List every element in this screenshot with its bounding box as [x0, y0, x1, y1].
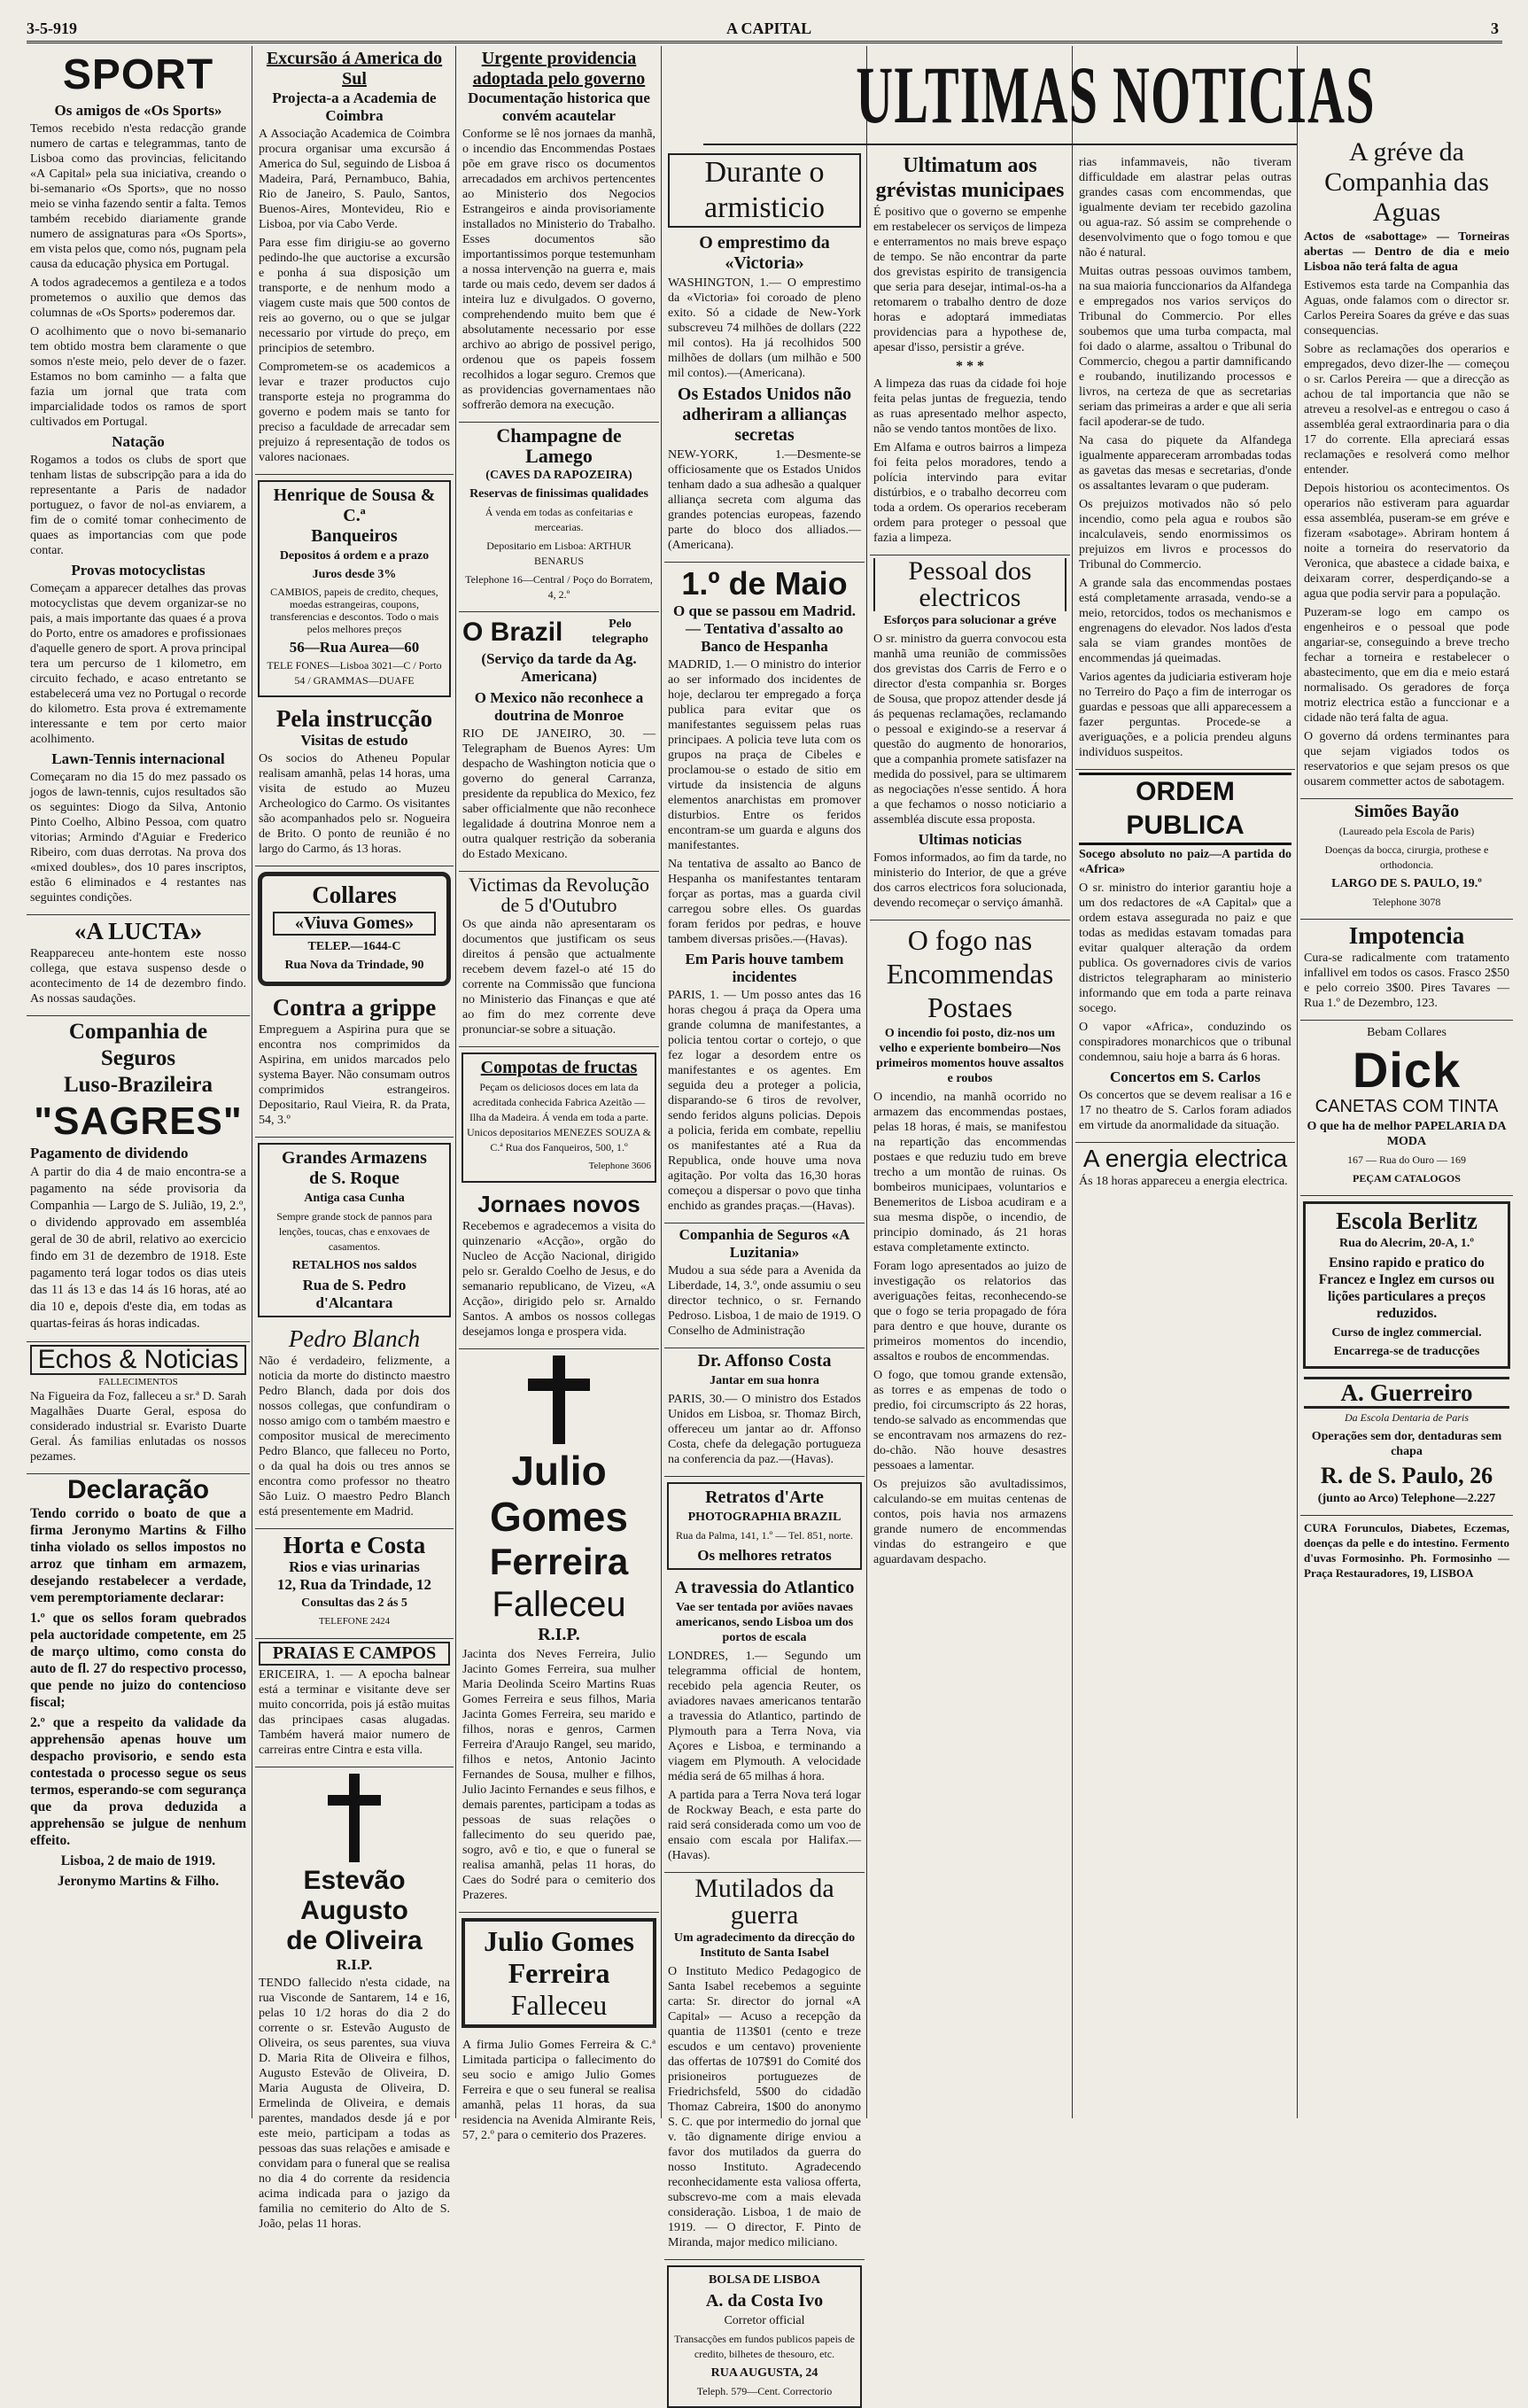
berlitz-paragraph: Encarrega-se de traducções	[1333, 1345, 1480, 1358]
mutilados-section	[664, 1873, 865, 2260]
estevao-name: Estevão Augusto	[300, 1866, 408, 1925]
monroe-paragraph: RIO DE JANEIRO, 30. — Telegrapham de Buenos Ayres: Um despacho de Washington noticia que o governo do general Carranza, presidente da republica do Mexico, fez saber officialmente que não reconhece legalidade á doutrina Monroe nem a outra qualquer restrição da soberania do Estado Mexicano.	[462, 727, 655, 861]
victimas-paragraph: Os que ainda não apresentaram os documentos que justificam os seus direitos á pensão que actualmente recebem devem fazel-o até 15 do corrente na Commissão que funciona no Ministerio das Finanças e que até ao fim do mez corrente deve pronunciar-se sobre a situação.	[462, 918, 655, 1037]
horta-consultas: Consultas das 2 ás 5	[301, 1596, 407, 1610]
ultimatum-heading: Ultimatum aos grévistas municipaes	[875, 154, 1065, 202]
natacao-heading: Natação	[112, 433, 165, 450]
atlantico-heading: A travessia do Atlantico	[674, 1578, 855, 1597]
energia-paragraph: Ás 18 horas appareceu a energia electrica.	[1079, 1175, 1288, 1188]
impotencia-heading: Impotencia	[1348, 922, 1465, 949]
dick-address: 167 — Rua do Ouro — 169	[1347, 1154, 1466, 1166]
sport-paragraph: A todos agradecemos a gentileza e a todos prometemos o auxilio que demos das columnas de «Os Sports» poderemos dar.	[30, 276, 246, 320]
fogo-cont-paragraph: Na casa do piquete da Alfandega igualmente appareceram arrombadas todas as gavetas das mesas e secretarias, d'onde os assaltantes levaram o que puderam.	[1079, 434, 1291, 493]
sousa-line: Juros desde 3%	[312, 568, 397, 581]
sousa-telephones: TELE FONES—Lisboa 3021—C / Porto 54 / GRAMMAS—DUAFE	[267, 659, 442, 687]
champagne-line: Telephone 16—Central / Poço do Borratem, 4, 2.º	[465, 573, 653, 601]
collares-address: Rua Nova da Trindade, 90	[284, 959, 424, 972]
fogo-subtitle: O incendio foi posto, diz-nos um velho e experiente bombeiro—Nos primeiros momentos houve assaltos e roubos	[876, 1027, 1064, 1085]
guerreiro-ad	[1300, 1374, 1513, 1516]
declaracao-paragraph: Tendo corrido o boato de que a firma Jeronymo Martins & Filho tinha violado os sellos impostos no arroz que tinham em armazem, desejando restabelecer a verdade, vem peremptoriamente declarar:	[30, 1506, 246, 1605]
monroe-heading: O Mexico não reconhece a doutrina de Monroe	[474, 689, 644, 724]
estevao-name: de Oliveira	[286, 1926, 423, 1955]
moto-paragraph: Começam a apparecer detalhes das provas motocyclistas que devem organizar-se no pais, a mais importante das quaes é a prova do Porto, entre os amadores e profissionaes d'aquelle genero de sport. A prova principal tera um percurso de 1 kilometro, em circuito fechado, e acaso entretanto se estabelecerá uma vez no Portugal o recorde do kilometro. Esta prova é extremamente interessante e tem por certo maior acolhimento.	[30, 582, 246, 746]
julio-falleceu: Falleceu	[492, 1585, 626, 1624]
collares-telephone: TELEP.—1644-C	[307, 940, 401, 953]
dick-paragraph: O que ha de melhor PAPELARIA DA MODA	[1307, 1120, 1507, 1148]
declaracao-paragraph: 1.º que os sellos foram quebrados pela auctoridade competente, em 25 de março ultimo, como consta do auto de fl. 27 do respectivo processo, que pende no juizo do contencioso fiscal;	[30, 1611, 246, 1710]
horta-address: 12, Rua da Trindade, 12	[276, 1576, 432, 1593]
fogo-cont-paragraph: Os prejuizos motivados não só pelo incendio, como pela agua e roubos são incalculaveis, sendo enormissimos os prejuizos em livros e processos do Tribunal do Commercio.	[1079, 498, 1291, 571]
praias-paragraph: ERICEIRA, 1. — A epocha balnear está a terminar e visitante deve ser muito concorrida, pois já estão muitas das principaes casas alugadas. Também haverá maior numero de carreiras entre Cintra e esta villa.	[259, 1668, 450, 1757]
maio-heading: 1.º de Maio	[681, 565, 848, 602]
sousa-address: 56—Rua Aurea—60	[289, 639, 420, 656]
providencia-subtitle: Documentação historica que convém acautelar	[468, 89, 650, 124]
fogo-cont-paragraph: Varios agentes da judiciaria estiveram hoje no Terreiro do Paço a fim de interrogar os guardas e pessoas que alli apparecessem a fazer perguntas. Procede-se a averiguações, e a policia prendeu alguns individuos suspeitos.	[1079, 671, 1291, 759]
bolsa-address: RUA AUGUSTA, 24	[710, 2366, 818, 2380]
bayao-ad	[1300, 799, 1513, 920]
sousa-line: Depositos á ordem e a prazo	[279, 549, 430, 563]
column-rule	[455, 46, 456, 2118]
page-header	[27, 11, 1502, 43]
sport-title: SPORT	[62, 51, 214, 98]
tennis-paragraph: Começaram no dia 15 do mez passado os jogos de lawn-tennis, cujos resultados são os seguintes: Diogo da Silva, Antonio Pinto Coelho, Albino Pessoa, com quatro vitorias; Armindo d'Aguiar e Frederico Ribeiro, com duas derrotas. Na prova dos «mixed doubles», dos 10 pares inscriptos, estão 6 eliminados e 4 restantes nas seguintes condições.	[30, 771, 246, 905]
header-page-number: 3	[1491, 19, 1499, 37]
compotas-telephone: Telephone 3606	[588, 1161, 651, 1171]
excursao-section	[255, 46, 454, 475]
brazil-section	[459, 612, 659, 872]
natacao-paragraph: Rogamos a todos os clubs de sport que tenham listas de subscripção para a ida do representante a Paris de nadador portuguez, o favor de nol-as enviarem, a fim de o comité tomar conhecimento de quaes as importancias com que pode contar.	[30, 454, 246, 557]
echos-heading: Echos & Noticias	[30, 1345, 246, 1375]
dick-ad	[1300, 1021, 1513, 1196]
echos-paragraph: Na Figueira da Foz, falleceu a sr.ª D. Sarah Magalhães Duarte Geral, esposa do considerado industrial sr. Evaristo Duarte Geral. Ás familias enlutadas os nossos pezames.	[30, 1390, 246, 1464]
ultimas-heading: Ultimas noticias	[918, 831, 1022, 848]
jg2-text	[459, 2033, 659, 2152]
aguas-paragraph: Depois historiou os acontecimentos. Os operarios não estiveram para aguardar essa assembléa, puseram-se em gréve e fizeram «sabotage». Abriram hontem á noite a torneira do reservatorio da Veronica, que abastece a cidade baixa, e deixaram correr, desperdiçando-se a agua que podia servir para a população.	[1304, 482, 1509, 601]
maio-paragraph: Na tentativa de assalto ao Banco de Hespanha os manifestantes tentaram forçar as portas, mas a guarda civil carregou sobre elles. Os guardas foram feridos por pedras, e houve tambem diversas prisões.—(Havas).	[668, 858, 861, 946]
dick-catalogos: PEÇAM CATALOGOS	[1353, 1172, 1461, 1185]
compotas-heading: Compotas de fructas	[480, 1058, 638, 1077]
retratos-subtitle: PHOTOGRAPHIA BRAZIL	[687, 1511, 842, 1524]
bayao-paragraph: Doenças da bocca, cirurgia, prothese e orthodoncia.	[1324, 843, 1489, 871]
mutilados-paragraph: O Instituto Medico Pedagogico de Santa Isabel recebemos a seguinte carta: Sr. director do jornal «A Capital» — Acuso a recepção da quantia de 113$01 (cento e treze escudos e um centavo) proveniente das offertas de 107$91 do Comité dos prisioneiros portuguezes de Friedrichsfeld, 5$00 do cidadão Thomaz Cabreira, 1$00 do anonymo S. C. que por intermedio do jornal que v. tão dignamente dirige enviou a favor dos mutilados da guerra do nosso Instituto. Agradecendo reconhecidamente esta valiosa offerta, subscrevo-me com a mais elevada consideração. Lisboa, 1 de maio de 1919. — O director, F. Pinto de Miranda, major medico miliciano.	[668, 1965, 861, 2249]
jg2-falleceu: Falleceu	[510, 1989, 608, 2021]
victimas-heading: Victimas da Revolução de 5 d'Outubro	[469, 874, 649, 916]
fogo-continuation	[1075, 151, 1295, 770]
ultimatum-section	[870, 151, 1070, 555]
brazil-subtitle: (Serviço da tarde da Ag. Americana)	[481, 650, 637, 685]
grippe-heading: Contra a grippe	[272, 994, 437, 1021]
retratos-tagline: Os melhores retratos	[697, 1547, 832, 1564]
jornaes-section	[459, 1188, 659, 1349]
emprestimo-heading: O emprestimo da «Victoria»	[699, 233, 830, 273]
estevao-paragraph: TENDO fallecido n'esta cidade, na rua Visconde de Santarem, 14 e 16, pelas 10 1/2 horas do dia 2 do corrente o sr. Estevão Augusto de Oliveira, os seus parentes, sua viuva D. Maria Rita de Oliveira e filhos, Augusto Estevão de Oliveira, D. Maria Augusta de Oliveira, D. Ermelinda de Oliveira, e demais parentes, mandados desde já e por este meio, participam a todas as pessoas das suas relações e amisade e convidam para o funeral que se realisa no dia 4 do corrente da residencia acima indicada para o jazigo da familia no cemiterio do Alto de S. João, pelas 11 horas.	[259, 1977, 450, 2231]
atlantico-paragraph: LONDRES, 1.— Segundo um telegramma official de hontem, recebido pela agencia Reuter, os aviadores navaes americanos tentarão a travessia do Atlantico, partindo de Plymouth para a Terra Nova, via Açores e Lisboa, e terminando a viagem em Plymouth. A velocidade média será de 65 milhas á hora.	[668, 1650, 861, 1783]
horta-heading: Horta e Costa	[283, 1532, 426, 1558]
maio-subtitle: O que se passou em Madrid. — Tentativa d'assalto ao Banco de Hespanha	[673, 602, 856, 655]
instrucao-section	[255, 703, 454, 866]
fogo-cont-paragraph: Muitas outras pessoas ouvimos tambem, na sua maioria funccionarios da Alfandega e empregados nos varios serviços do Tribunal do Commercio. Por elles soubemos que uma turba compacta, mal foi dado o alarme, assaltou o Tribunal do Commercio, chegou a partir damnificando e roubando, inutilizando processos e livros, na certeza de que as secretarias seriam das primeiras a arder e que ali seria facil apoderar-se de tudo.	[1079, 265, 1291, 429]
dick-subtitle: CANETAS COM TINTA	[1315, 1097, 1499, 1116]
sagres-name: "SAGRES"	[34, 1099, 243, 1143]
roque-subtitle: RETALHOS nos saldos	[291, 1259, 417, 1272]
providencia-section	[459, 46, 659, 423]
concertos-heading: Concertos em S. Carlos	[1110, 1068, 1260, 1085]
bebam-collares: Bebam Collares	[1367, 1026, 1447, 1039]
brazil-tag: Pelo telegrapho	[592, 618, 648, 646]
atlantico-section	[664, 1575, 865, 1873]
instrucao-heading: Pela instrucção	[275, 705, 433, 732]
guerreiro-telephone: (junto ao Arco) Telephone—2.227	[1317, 1492, 1496, 1505]
julio-name: Ferreira	[489, 1541, 629, 1582]
eua-heading: Os Estados Unidos não adheriram a allianças secretas	[677, 385, 852, 445]
bolsa-ad	[667, 2265, 862, 2408]
tennis-heading: Lawn-Tennis internacional	[51, 750, 225, 767]
ultimas-paragraph: Fomos informados, ao fim da tarde, no ministerio do Interior, de que a gréve dos carros electricos fora solucionada, devendo recomeçar o serviço ámanhã.	[873, 851, 1066, 910]
collares-ad	[258, 872, 451, 986]
aguas-heading: A gréve da Companhia das Aguas	[1324, 137, 1489, 227]
atlantico-paragraph: A partida para a Terra Nova terá logar de Rockway Beach, e esta parte do raid será considerada como um voo de ensaio com escala por Halifax.—(Havas).	[668, 1789, 861, 1862]
compotas-paragraph: Peçam os deliciosos doces em lata da acreditada conhecida Fabrica Azeitão — Ilha da Madeira. Á venda em toda a parte. Unicos depositarios MENEZES SOUZA & C.ª Rua dos Fanqueiros, 500, 1.º	[467, 1081, 651, 1154]
blanch-section	[255, 1323, 454, 1529]
bolsa-heading: BOLSA DE LISBOA	[708, 2273, 821, 2287]
sousa-subtitle: Banqueiros	[311, 526, 398, 546]
jornaes-paragraph: Recebemos e agradecemos a visita do quinzenario «Acção», orgão do Nucleo de Acção Nacional, dirigido pelo sr. Geraldo Coelho de Jesus, e do semanario republicano, de Vizeu, «A Acção», dirigido pelo sr. Arnaldo Santos. A ambos os nossos collegas desejamos longa e prospera vida.	[462, 1220, 655, 1339]
aguas-paragraph: O governo dá ordens terminantes para que sejam vigiados todos os reservatorios e que sejam presos os que ousarem commetter actos de sabotagem.	[1304, 730, 1509, 788]
sport-section	[27, 46, 250, 915]
column-rule	[1297, 46, 1298, 2118]
instrucao-paragraph: Os socios do Atheneu Popular realisam amanhã, pelas 14 horas, uma visita de estudo ao Muzeu Archeologico do Carmo. Os visitantes são acompanhados pelo sr. Nogueira de Brito. O ponto de reunião é no largo do Carmo, ás 13 horas.	[259, 752, 450, 856]
concertos-paragraph: Os concertos que se devem realisar a 16 e 17 no theatro de S. Carlos foram adiados em virtude da anormalidade da situação.	[1079, 1089, 1291, 1132]
masthead-title: ULTIMAS NOTICIAS	[856, 50, 1376, 140]
champagne-ad	[459, 423, 659, 612]
roque-ad	[258, 1143, 451, 1317]
dick-heading: Dick	[1352, 1042, 1462, 1098]
sagres-ad	[27, 1016, 250, 1342]
guerreiro-paragraph: Operações sem dor, dentaduras sem chapa	[1311, 1430, 1502, 1458]
cross-icon	[528, 1355, 590, 1444]
bayao-telephone: Telephone 3078	[1372, 896, 1441, 908]
cura-paragraph: CURA Forunculos, Diabetes, Eczemas, doenças da pelle e do intestino. Fermento d'uvas Formosinho. Ph. Formosinho — Praça Restauradores, 19, LISBOA	[1304, 1521, 1509, 1580]
fogo-cont-paragraph: A grande sala das encommendas postaes está completamente arrasada, vendo-se a meio, retorcidos, todos os mechanismos e engrenagens do elevador. Nos lados d'esta sala se viam grandes montões de encommendas já queimadas.	[1079, 577, 1291, 665]
header-date: 3-5-919	[27, 19, 77, 37]
aguas-subtitle: Actos de «sabottage» — Torneiras abertas — Dentro de dia e meio Lisboa não terá falta de agua	[1304, 230, 1509, 274]
luzitania-section	[664, 1223, 865, 1348]
brazil-heading: O Brazil	[462, 618, 563, 647]
asterism-icon: * * *	[956, 359, 984, 374]
paris-heading: Em Paris houve tambem incidentes	[685, 951, 844, 985]
fogo-paragraph: O fogo, que tomou grande extensão, as torres e as empenas de todo o predio, foi circumscripto ás 22 horas, tendo-se salvado as encommendas que se encontravam nos armazens do rez-do-chão. Não houve desastres pessoaes a lamentar.	[873, 1369, 1066, 1472]
julio-name: Julio Gomes	[490, 1448, 628, 1540]
roque-subtitle: Antiga casa Cunha	[304, 1192, 405, 1205]
bolsa-telephone: Teleph. 579—Cent. Correctorio	[696, 2385, 833, 2397]
fogo-paragraph: O incendio, na manhã ocorrido no armazem das encommendas postaes, pelas 18 horas, é mais, se manifestou na repartição das encommendas postaes e que reduziu tudo em breve trecho a um montão de ruinas. Os bombeiros municipaes, voluntarios e Benemeritos de Lisboa acudiram e a sua mesma dispõe, o incendio, de principio dominado, ás 21 horas estava completamente extincto.	[873, 1091, 1066, 1254]
fogo-section	[870, 920, 1070, 1576]
guerreiro-subtitle: Da Escola Dentaria de Paris	[1345, 1411, 1469, 1424]
energia-section	[1075, 1143, 1295, 1198]
blanch-paragraph: Não é verdadeiro, felizmente, a noticia da morte do distincto maestro Pedro Blanch, dada por dois dos nossos collegas, que confundiram o nosso amigo com o também maestro e compositor musical de merecimento Pedro Blanco, que falleceu no Porto, o da qual ha dois ou tres annos se encontra como professor no theatro São Luiz. O maestro Pedro Blanch está presentemente em Madrid.	[259, 1355, 450, 1519]
sagres-heading: Luso-Brazileira	[63, 1073, 213, 1097]
jornaes-heading: Jornaes novos	[477, 1191, 640, 1217]
collares-heading: Collares	[312, 882, 397, 908]
horta-subtitle: Rios e vias urinarias	[289, 1558, 420, 1575]
roque-address: Rua de S. Pedro d'Alcantara	[302, 1277, 407, 1311]
column-4	[664, 151, 865, 2397]
horta-telephone: TELEFONE 2424	[318, 1616, 391, 1627]
cura-ad	[1300, 1516, 1513, 1589]
armisticio-heading: Durante o armisticio	[668, 153, 861, 228]
luzitania-heading: Companhia de Seguros «A Luzitania»	[679, 1226, 850, 1261]
ordem-paragraph: O sr. ministro do interior garantiu hoje a um dos redactores de «A Capital» que a ordem estava assegurada no paiz e que todas as medidas estavam tomadas para evitar qualquer alteração da ordem publica. Os governadores civis de varios districtos telegrapharam ao ministerio informando que em toda a parte reinava socego.	[1079, 882, 1291, 1015]
luzitania-paragraph: Mudou a sua séde para a Avenida da Liberdade, 14, 3.º, onde assumiu o seu director technico, o sr. Fernando Pedroso. Lisboa, 1 de maio de 1919. O Conselho de Administração	[668, 1264, 861, 1338]
header-paper-name: A CAPITAL	[726, 19, 812, 37]
fogo-paragraph: Os prejuizos são avultadissimos, calculando-se em muitas centenas de contos, pois havia nos armazens grande numero de encommendas vindas do estrangeiro e que aguardavam despacho.	[873, 1478, 1066, 1566]
ultimatum-paragraph: A limpeza das ruas da cidade foi hoje feita pelas juntas de freguezia, tendo as ruas apresentado melhor aspecto, não se vendo tantos montões de lixo.	[873, 377, 1066, 436]
collares-subtitle: «Viuva Gomes»	[273, 912, 436, 936]
julio-obituary	[459, 1349, 659, 1913]
electricos-paragraph: O sr. ministro da guerra convocou esta manhã uma reunião de commissões dos grevistas dos Carris de Ferro e o director d'esta companhia sr. Borges de Sousa, que propoz attender desde já ás pequenas reclamações, reclamando o pessoal e exigindo-se a reservar á questão do augmento de honorarios, que a companhia promete satisfazer na medida do possivel, para se ultimarem as negociações n'esse sentido. Á hora a que fechamos o nosso noticiario a assembléa discute essa proposta.	[873, 633, 1066, 827]
cross-icon	[328, 1774, 381, 1862]
ordem-heading: ORDEM PUBLICA	[1079, 773, 1291, 845]
excursao-subtitle: Projecta-a a Academia de Coimbra	[272, 89, 437, 124]
mutilados-heading: Mutilados da guerra	[694, 1874, 834, 1930]
ordem-paragraph: O vapor «Africa», conduzindo os conspiradores monarchicos que o tribunal condemnou, saiu hoje a barra ás 6 horas.	[1079, 1021, 1291, 1064]
moto-heading: Provas motocyclistas	[71, 562, 206, 579]
jg2-name: Julio Gomes	[484, 1925, 634, 1957]
fogo-heading: O fogo nas Encommendas Postaes	[886, 924, 1054, 1023]
sagres-heading: Companhia de Seguros	[68, 1020, 208, 1070]
column-2	[255, 46, 454, 2231]
maio-paragraph: MADRID, 1.— O ministro do interior ao ser informado dos incidentes de hoje, declarou ter empregado a força publica para evitar que os manifestantes seguissem pelas ruas principaes. A policia teve luta com os grupos na praça de Cibeles e proclamou-se o estado de sitio em virtude da insistencia de alguns elementos anarchistas em promover disturbios. Entre os feridos encontram-se um guarda e alguns dos manifestantes.	[668, 658, 861, 852]
energia-heading: A energia electrica	[1082, 1145, 1288, 1172]
providencia-heading: Urgente providencia adoptada pelo governo	[472, 49, 646, 89]
declaracao-signature: Jeronymo Martins & Filho.	[57, 1874, 220, 1889]
fogo-cont-paragraph: rias infammaveis, não tiveram difficuldade em alastrar pelas outras grandes casas com encommendas, que igualmente deviam ter recebido gazolina ou agua-raz. Só assim se comprehende o desenvolvimento que o fogo tomou e que não é natural.	[1079, 156, 1291, 260]
armisticio-section	[664, 151, 865, 563]
aguas-paragraph: Puzeram-se logo em campo os engenheiros e o pessoal que pode angariar-se, conseguindo a breve trecho fechar a torneira e restabelecer o abastecimento, que em dia e meio estará normalisado. Os geradores de força motriz electrica estão a funccionar e a cidade não terá falta de agua.	[1304, 606, 1509, 725]
bolsa-subtitle: Corretor official	[724, 2314, 805, 2327]
column-rule	[661, 46, 662, 2118]
costa-paragraph: PARIS, 30.— O ministro dos Estados Unidos em Lisboa, sr. Thomaz Birch, offereceu um jantar ao dr. Affonso Costa, chefe da delegação portugueza na conferencia da paz.—(Havas).	[668, 1393, 861, 1466]
impotencia-paragraph: Cura-se radicalmente com tratamento infallivel em todos os casos. Frasco 2$50 e pelo correio 3$00. Pires Tavares — Rua 1.º de Dezembro, 123.	[1304, 952, 1509, 1010]
fogo-paragraph: Foram logo apresentados ao juizo de investigação os relatorios das averiguações feitas, reconhecendo-se que o fogo se teria propagado de fóra para dentro e que houve, durante os primeiros momentos do incendio, assaltos e roubos de encommendas.	[873, 1260, 1066, 1363]
excursao-paragraph: Comprometem-se os academicos a levar e trazer productos cujo transporte esteja no programma do governo e podem mais se tanto for preciso a faculdade de arrecadar sem prejuizo á representação de todos os valores nacionaes.	[259, 361, 450, 464]
bayao-heading: Simões Bayão	[1353, 802, 1460, 821]
estevao-rip: R.I.P.	[336, 1956, 373, 1973]
grippe-section	[255, 991, 454, 1138]
column-6	[1075, 151, 1295, 2118]
column-5	[870, 151, 1070, 2118]
champagne-line: Á venda em todas as confeitarias e mercearias.	[485, 506, 633, 533]
excursao-paragraph: A Associação Academica de Coimbra procura organisar uma excursão á America do Sul, seguindo de Lisboa á Madeira, Pará, Pernambuco, Bahia, Rio de Janeiro, S. Paulo, Santos, Buenos-Aires, Montevideu, Rio e Lisboa, por via Cabo Verde.	[259, 128, 450, 231]
champagne-line: Depositario em Lisboa: ARTHUR BENARUS	[486, 540, 632, 567]
berlitz-paragraph: Ensino rapido e pratico do Francez e Inglez em cursos ou lições particulares a preços reduzidos.	[1318, 1255, 1495, 1321]
champagne-line: Reservas de finissimas qualidades	[469, 487, 648, 501]
column-rule	[866, 46, 867, 2118]
champagne-subtitle: (CAVES DA RAPOZEIRA)	[485, 469, 632, 482]
sagres-paragraph: A partir do dia 4 de maio encontra-se a pagamento na séde provisoria da Companhia — Largo de S. Julião, 19, 2.º, o dividendo approvado em assembléa geral de 30 de abril, relativo ao exercicio findo em 31 de dezembro de 1918. Este pagamento terá logar todos os dias uteis das 11 ás 13 e das 14 ás 16 horas, até ao dia 10 e, depois d'este dia, em todas as quartas-feiras ás horas indicadas.	[30, 1165, 246, 1331]
berlitz-address: Rua do Alecrim, 20-A, 1.º	[1339, 1237, 1474, 1250]
ultimatum-paragraph: Em Alfama e outros bairros a limpeza foi feita pelos moradores, tendo a polícia intervindo para evitar distúrbios, e o trabalho decorreu com toda a ordem. Os operarios receberam ordem para proteger o pessoal que fazia a limpeza.	[873, 441, 1066, 545]
sport-subtitle: Os amigos de «Os Sports»	[54, 102, 222, 119]
maio-section	[664, 563, 865, 1223]
eua-paragraph: NEW-YORK, 1.—Desmente-se officiosamente que os Estados Unidos tenham dado a sua adhesão a qualquer alliança secreta com alguma das grandes potencias europeas, fazendo parte do bloco dos alliados.—(Americana).	[668, 448, 861, 552]
aguas-paragraph: Estivemos esta tarde na Companhia das Aguas, onde falamos com o director sr. Carlos Pereira Soares da gréve e das suas consequencias.	[1304, 279, 1509, 338]
electricos-subtitle: Esforços para solucionar a gréve	[883, 614, 1057, 627]
mutilados-subtitle: Um agradecimento da direcção do Instituto de Santa Isabel	[673, 1931, 856, 1960]
berlitz-heading: Escola Berlitz	[1336, 1208, 1478, 1234]
sousa-heading: Henrique de Sousa & C.ª	[273, 485, 436, 525]
declaracao-date: Lisboa, 2 de maio de 1919.	[60, 1853, 216, 1868]
column-rule	[1072, 46, 1073, 2118]
jg2-paragraph: A firma Julio Gomes Ferreira & C.ª Limitada participa o fallecimento do seu socio e amigo Julio Gomes Ferreira e que o seu funeral se realisa amanhã, pelas 11 horas, da sua residencia na Avenida Almirante Reis, 57, 2.º para o cemiterio dos Prazeres.	[462, 2039, 655, 2142]
bayao-address: LARGO DE S. PAULO, 19.º	[1331, 877, 1482, 890]
impotencia-ad	[1300, 920, 1513, 1021]
lucta-paragraph: Reappareceu ante-hontem este nosso collega, que estava suspenso desde o acontecimento de 14 de dezembro findo. As nossas saudações.	[30, 947, 246, 1006]
roque-heading: Grandes Armazens	[282, 1148, 427, 1168]
praias-heading: PRAIAS E CAMPOS	[259, 1642, 450, 1666]
sousa-line: CAMBIOS, papeis de credito, cheques, moedas estrangeiras, coupons, transferencias e descontos. Todo o mais pelos melhores preços	[269, 586, 439, 635]
jg2-name: Ferreira	[508, 1957, 610, 1989]
julio-rip: R.I.P.	[538, 1625, 580, 1644]
victimas-section	[459, 872, 659, 1047]
costa-subtitle: Jantar em sua honra	[710, 1374, 819, 1387]
blanch-heading: Pedro Blanch	[288, 1325, 421, 1352]
sagres-subtitle: Pagamento de dividendo	[30, 1145, 189, 1161]
ultimatum-paragraph: É positivo que o governo se empenhe em restabelecer os serviços de limpeza e enterramentos no mais breve espaço de tempo. Se não encontrar da parte dos grevistas espirito de transigencia que seria para desejar, intimal-os-ha a retomarem o trabalho dentro de doze horas e adoptará immediatas providencias para a hypothese de, apesar d'isso, persistir a gréve.	[873, 206, 1066, 354]
paris-paragraph: PARIS, 1. — Um posso antes das 16 horas chegou á praça da Opera uma grande columna de manifestantes, a policia tentou cortar o cortejo, o que fez logar a desordem entre os manifestantes e os agentes. Em seguida deu a proteger a policia, disparando-se 6 tiros de revolver, sendo feridos alguns policias. Depois a policia, ferida em combate, repelliu os manifestantes até a Rua da Republica, onde houve uma nova agitação. Por volta das 16,30 horas começou a dispersar o povo que tinha enchido as grandes praças.—(Havas).	[668, 989, 861, 1213]
ordem-subtitle: Socego absoluto no paiz—A partida do «Africa»	[1079, 848, 1291, 876]
echos-subheading: FALLECIMENTOS	[98, 1377, 178, 1387]
emprestimo-paragraph: WASHINGTON, 1.— O emprestimo da «Victoria» foi coroado de pleno exito. Só a cidade de New-York subscreveu 74 milhões de dollars (222 mil contos). Ha já recolhidos 500 milhões de dollars (um milhão e 500 mil contos).—(Americana).	[668, 276, 861, 380]
atlantico-subtitle: Vae ser tentada por aviões navaes americanos, sendo Lisboa um dos portos de escala	[675, 1601, 854, 1644]
aguas-paragraph: Sobre as reclamações dos operarios e empregados, devo dizer-lhe — começou o sr. Carlos Pereira — que a direcção as achou de tal importancia que não se atreveu a resolvel-as e entregou o caso á assembléa geral extraordinaria para o dia 17 do corrente. Ella apreciará essas reclamações e resolverá como melhor entender.	[1304, 343, 1509, 477]
berlitz-ad	[1303, 1201, 1510, 1369]
electricos-section	[870, 555, 1070, 920]
costa-heading: Dr. Affonso Costa	[697, 1351, 832, 1371]
guerreiro-address: R. de S. Paulo, 26	[1320, 1463, 1493, 1488]
bolsa-name: A. da Costa Ivo	[705, 2291, 824, 2311]
julio-firm-obituary	[462, 1918, 656, 2028]
bayao-subtitle: (Laureado pela Escola de Paris)	[1338, 825, 1475, 837]
roque-heading: de S. Roque	[309, 1169, 399, 1188]
column-1	[27, 46, 250, 2118]
lucta-section	[27, 915, 250, 1016]
retratos-heading: Retratos d'Arte	[705, 1488, 824, 1507]
excursao-paragraph: Para esse fim dirigiu-se ao governo pedindo-lhe que auctorise a excursão e ponha á sua disposição um transporte, e de nenhum modo a viagem custe mais que 500 contos de reis ao governo, ou o que se julgar necessario por virtude do preço, em principios de setembro.	[259, 237, 450, 355]
roque-paragraph: Sempre grande stock de pannos para lenções, toucas, chas e enxovaes de casamentos.	[276, 1210, 432, 1253]
grippe-paragraph: Empreguem a Aspirina pura que se encontra nos comprimidos da Aspirina, em unidos marcados pelo systema Bayer. Não consumam outros comprimidos estrangeiros. Depositario, Raul Vieira, R. da Prata, 54, 3.º	[259, 1023, 450, 1127]
julio-paragraph: Jacinta dos Neves Ferreira, Julio Jacinto Gomes Ferreira, sua mulher Maria Deolinda Sceiro Martins Ruas Gomes Ferreira e seus filhos, Maria Jacinta Gomes Ferreira, seu marido e filhos, noras e genros, Carmen Ferreira d'Araujo Rangel, seu marido, filhos e netos, Antonio Jacinto Fernandes de Sousa, mulher e filhos, Julio Jacinto Fernandes e seus filhos, e demais parentes, participam a todas as pessoas de suas relações o fallecimento do seu querido pae, sogro, avô e tio, e que o funeral se realisa amanhã, pelas 11 horas, do Caes do Sodré para o cemiterio dos Prazeres.	[462, 1648, 655, 1902]
sport-paragraph: O acolhimento que o novo bi-semanario tem obtido mostra bem claramente o que somos n'este meio, pelo dever de o fazer. Estamos no bom caminho — a falta que fazia um jornal que trata com imparcialidade todos os ramos de sport cultivados em Portugal.	[30, 325, 246, 429]
echos-section	[27, 1342, 250, 1474]
estevao-obituary	[255, 1767, 454, 2241]
electricos-heading: Pessoal dos electricos	[873, 558, 1066, 611]
bolsa-paragraph: Transacções em fundos publicos papeis de credito, bilhetes de thesouro, etc.	[674, 2333, 855, 2360]
sousa-banqueiros-ad	[258, 480, 451, 697]
column-7	[1300, 46, 1513, 2118]
column-3	[459, 46, 659, 2142]
masthead	[703, 46, 1376, 145]
excursao-heading: Excursão á America do Sul	[266, 49, 443, 89]
declaracao-heading: Declaração	[66, 1475, 210, 1504]
aguas-section	[1300, 135, 1513, 799]
ordem-section	[1075, 770, 1295, 1143]
guerreiro-heading: A. Guerreiro	[1304, 1377, 1509, 1409]
horta-ad	[255, 1529, 454, 1639]
retratos-address: Rua da Palma, 141, 1.º — Tel. 851, norte.	[676, 1529, 853, 1542]
sport-paragraph: Temos recebido n'esta redacção grande numero de cartas e telegrammas, tanto de Lisboa como das provincias, felicitando «A Capital» pela sua iniciativa, creando o bi-semanario «Os Sports», que no nosso meio se vinha fazendo sentir a falta. Temos também recebido diariamente grande numero de assignaturas para «Os Sports», em vista pelos que, como nós, pugnam pela causa da educação physica em Portugal.	[30, 122, 246, 271]
praias-section	[255, 1639, 454, 1767]
providencia-paragraph: Conforme se lê nos jornaes da manhã, o incendio das Encommendas Postaes põe em grave risco os documentos arrecadados em archivos pertencentes ao Ministerio dos Negocios Estrangeiros e ainda provisoriamente installados no Ministerio do Trabalho. Esses documentos são importantissimos porque testemunham a nossa intervenção na guerra e, mais tarde ou mais cedo, devem ser dados á inteira luz e divulgados. O governo, comprehendendo muito bem que é absolutamente necessario por esse archivo ao abrigo de possivel perigo, ordenou que os papeis fossem recolhidos a logar seguro. Cremos que as providencias governamentaes não soffrerão demora na execução.	[462, 128, 655, 412]
champagne-heading: Champagne de Lamego	[496, 424, 622, 467]
declaracao-paragraph: 2.º que a respeito da validade da apprehensão apenas houve um despacho provisorio, e sendo esta contestada o processo segue os seus termos, esperando-se com segurança que da prova deduzida a apprehensão se julgue de nenhum effeito.	[30, 1715, 246, 1848]
compotas-ad	[462, 1053, 656, 1183]
berlitz-paragraph: Curso de inglez commercial.	[1331, 1326, 1482, 1340]
costa-section	[664, 1348, 865, 1477]
retratos-ad	[667, 1482, 862, 1570]
lucta-title: «A LUCTA»	[74, 918, 203, 944]
instrucao-subtitle: Visitas de estudo	[300, 732, 408, 749]
declaracao-section	[27, 1474, 250, 1899]
